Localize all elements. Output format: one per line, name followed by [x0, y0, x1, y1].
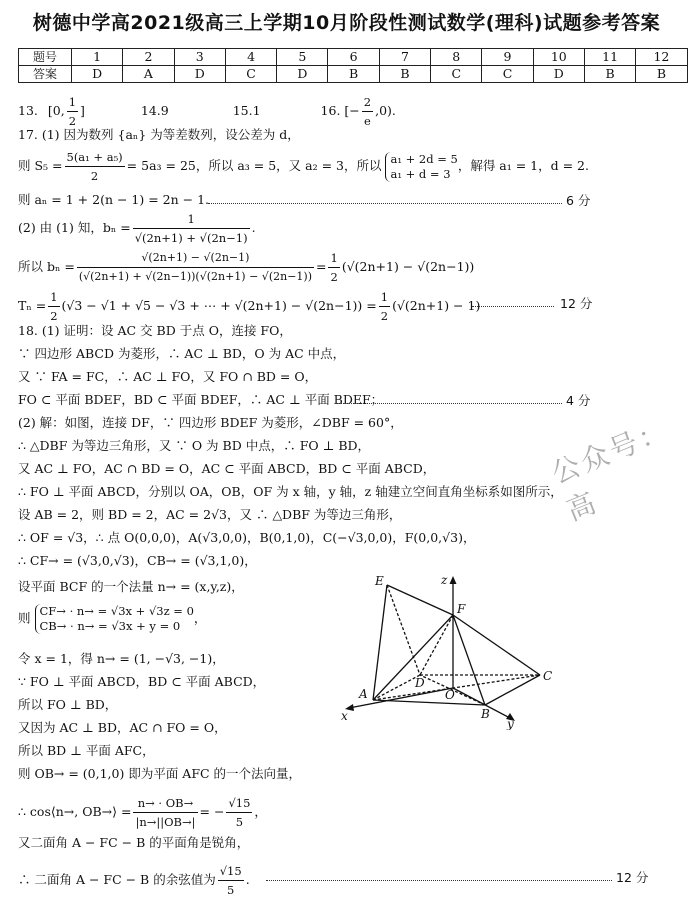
answer-table-header-row [19, 49, 688, 66]
question-number-label: 题号 [19, 49, 72, 66]
fraction: $\frac{√15}{5}$ [219, 864, 242, 897]
label-C: C [543, 669, 553, 683]
label-E: E [375, 574, 384, 588]
dotted-leader [472, 306, 554, 307]
label-z: z [441, 573, 448, 587]
fraction: $\frac{1}{2}$ [330, 251, 338, 284]
answer-cell: B [636, 66, 687, 83]
q17-line: 则 S₅ = $\frac{\text{5(a₁ + a₅)}}{2}$ = 5a₃ = 25，所以 a₃ = 5，又 a₂ = 3，所以 a₁ + 2d = 5 a₁ + d = 3 ，解得 a₁ = 1，d = 2. [18, 150, 589, 183]
fraction: $\frac{n\to \cdot OB\to}{|n\to||OB\to|}$ [135, 796, 196, 829]
answer-cell: B [379, 66, 430, 83]
answer-cell: D [277, 66, 328, 83]
fraction: $\frac{√15}{5}$ [228, 796, 251, 829]
q16-label: 16. [320, 103, 341, 118]
question-number: 11 [584, 49, 635, 66]
q13-answer-left: [0, [47, 103, 65, 118]
q18-line: ∴ cos⟨n→, OB→⟩ = $\frac{n\to \cdot OB\to}{|n\to||OB\to|}$ = − $\frac{√15}{5}$ ， [18, 796, 267, 829]
q18-line: 所以 BD ⊥ 平面 AFC， [18, 743, 155, 758]
q18-line: ∴ FO ⊥ 平面 ABCD，分别以 OA，OB，OF 为 x 轴，y 轴，z 轴建立空间直角坐标系如图所示， [18, 484, 563, 499]
q16-fraction: $\frac{2}{e}$ [363, 95, 372, 128]
q18-line: 又 ∵ FA = FC，∴ AC ⊥ FO，又 FO ∩ BD = O， [18, 369, 318, 384]
q13-fraction: $\frac{1}{2}$ [68, 95, 77, 128]
answer-cell: D [72, 66, 123, 83]
edge-EA [373, 585, 387, 700]
answer-cell: B [584, 66, 635, 83]
q18-line: 设 AB = 2，则 BD = 2，AC = 2√3，又 ∴ △DBF 为等边三角形， [18, 507, 402, 522]
q18-line: 所以 FO ⊥ BD， [18, 697, 118, 712]
question-number: 12 [636, 49, 687, 66]
question-number: 10 [533, 49, 584, 66]
label-y: y [507, 717, 514, 730]
score-marker: 4 分 [566, 393, 591, 408]
equation-system: CF→ · n→ = √3x + √3z = 0 CB→ · n→ = √3x + y = 0 [35, 604, 194, 634]
q13-label: 13. [18, 103, 38, 118]
score-marker: 6 分 [566, 193, 591, 208]
q18-line: 则 CF→ · n→ = √3x + √3z = 0 CB→ · n→ = √3x + y = 0 ， [18, 604, 207, 633]
question-number: 9 [482, 49, 533, 66]
answer-table [18, 48, 688, 83]
q17-line: Tₙ = $\frac{1}{2}$ (√3 − √1 + √5 − √3 + ⋯ + √(2n+1) − √(2n−1)) = $\frac{1}{2}$ (√(2n+1) − 1) [18, 290, 481, 323]
q18-line: 则 OB→ = (0,1,0) 即为平面 AFC 的一个法向量， [18, 766, 302, 781]
q18-line: (2) 解：如图，连接 DF，∵ 四边形 BDEF 为菱形，∠DBF = 60°， [18, 415, 403, 430]
question-number: 1 [72, 49, 123, 66]
answer-cell: C [225, 66, 276, 83]
edge-FB [453, 615, 485, 705]
q17-line: 17. (1) 因为数列 {aₙ} 为等差数列，设公差为 d， [18, 127, 300, 142]
q18-line: 又二面角 A − FC − B 的平面角是锐角， [18, 835, 250, 850]
q18-line: ∴ △DBF 为等边三角形，又 ∵ O 为 BD 中点，∴ FO ⊥ BD， [18, 438, 371, 453]
edge-FC [453, 615, 540, 675]
q18-line: 18. (1) 证明：设 AC 交 BD 于点 O，连接 FO， [18, 323, 292, 338]
solid-geometry-figure [335, 570, 565, 730]
q18-line: 又因为 AC ⊥ BD，AC ∩ FO = O， [18, 720, 227, 735]
q17-line: (2) 由 (1) 知，bₙ = $\frac{1}{√(2n+1) + √(2n-1)}$ . [18, 212, 256, 245]
question-number: 6 [328, 49, 379, 66]
answer-label: 答案 [19, 66, 72, 83]
q17-line: 所以 bₙ = $\frac{√(2n+1) - √(2n-1)}{(√(2n+1) + √(2n-1))(√(2n+1) - √(2n-1))}$ = $\frac{1}{2}$ (√(2n+1) − √(2n−1)) [18, 251, 475, 284]
q18-line: ∴ 二面角 A − FC − B 的余弦值为 $\frac{√15}{5}$ . [18, 864, 250, 897]
q16-answer-right: ,0). [375, 103, 396, 118]
dotted-leader [336, 403, 562, 404]
q18-line: 又 AC ⊥ FO，AC ∩ BD = O，AC ⊂ 平面 ABCD，BD ⊂ 平面 ABCD， [18, 461, 436, 476]
q15-answer: 15.1 [232, 103, 261, 118]
q18-line: 令 x = 1，得 n→ = (1, −√3, −1)， [18, 651, 225, 666]
diagonal-AC [373, 675, 540, 700]
q16-answer-left: [− [344, 103, 360, 118]
fraction: $\frac{1}{2}$ [380, 290, 389, 323]
equation-system: a₁ + 2d = 5 a₁ + d = 3 [385, 152, 457, 182]
question-number: 3 [174, 49, 225, 66]
label-x: x [341, 709, 348, 723]
score-marker: 12 分 [616, 870, 649, 885]
fraction: $\frac{\text{5(a₁ + a₅)}}{2}$ [66, 150, 123, 183]
q13-answer-right: ] [80, 103, 85, 118]
edge-ED [387, 585, 420, 675]
q18-line: ∵ 四边形 ABCD 为菱形，∴ AC ⊥ BD，O 为 AC 中点， [18, 346, 346, 361]
label-D: D [415, 676, 425, 690]
watermark: 公众号：高 [546, 413, 675, 528]
fraction: $\frac{1}{2}$ [50, 290, 58, 323]
q18-line: ∴ OF = √3，∴ 点 O(0,0,0)，A(√3,0,0)，B(0,1,0)，C(−√3,0,0)，F(0,0,√3)， [18, 530, 476, 545]
dotted-leader [266, 880, 612, 881]
question-number: 7 [379, 49, 430, 66]
answer-cell: C [482, 66, 533, 83]
page-title: 树德中学高2021级高三上学期10月阶段性测试数学(理科)试题参考答案 [32, 12, 661, 34]
label-B: B [481, 707, 490, 721]
answer-cell: C [431, 66, 482, 83]
answer-cell: D [533, 66, 584, 83]
fill-in-answers [18, 93, 396, 130]
q18-line: ∵ FO ⊥ 平面 ABCD，BD ⊂ 平面 ABCD， [18, 674, 266, 689]
dotted-leader [208, 203, 562, 204]
question-number: 4 [225, 49, 276, 66]
answer-cell: B [328, 66, 379, 83]
q17-line: 则 aₙ = 1 + 2(n − 1) = 2n − 1. [18, 192, 210, 207]
q14-answer: 14.9 [140, 103, 169, 118]
question-number: 5 [277, 49, 328, 66]
question-number: 2 [123, 49, 174, 66]
q18-line: 设平面 BCF 的一个法量 n→ = (x,y,z)， [18, 579, 244, 594]
score-marker: 12 分 [560, 296, 593, 311]
answer-cell: D [174, 66, 225, 83]
fraction: $\frac{√(2n+1) - √(2n-1)}{(√(2n+1) + √(2n-1))(√(2n+1) - √(2n-1))}$ [78, 251, 312, 283]
answer-table-answer-row [19, 66, 688, 83]
label-F: F [457, 602, 466, 616]
label-A: A [359, 687, 368, 701]
fraction: $\frac{1}{√(2n+1) + √(2n-1)}$ [134, 212, 248, 245]
q18-line: FO ⊂ 平面 BDEF，BD ⊂ 平面 BDEF，∴ AC ⊥ 平面 BDEF； [18, 392, 384, 407]
axis-arrows [345, 576, 515, 721]
answer-cell: A [123, 66, 174, 83]
q18-line: ∴ CF→ = (√3,0,√3)，CB→ = (√3,1,0)， [18, 553, 257, 568]
label-O: O [445, 688, 455, 702]
question-number: 8 [431, 49, 482, 66]
